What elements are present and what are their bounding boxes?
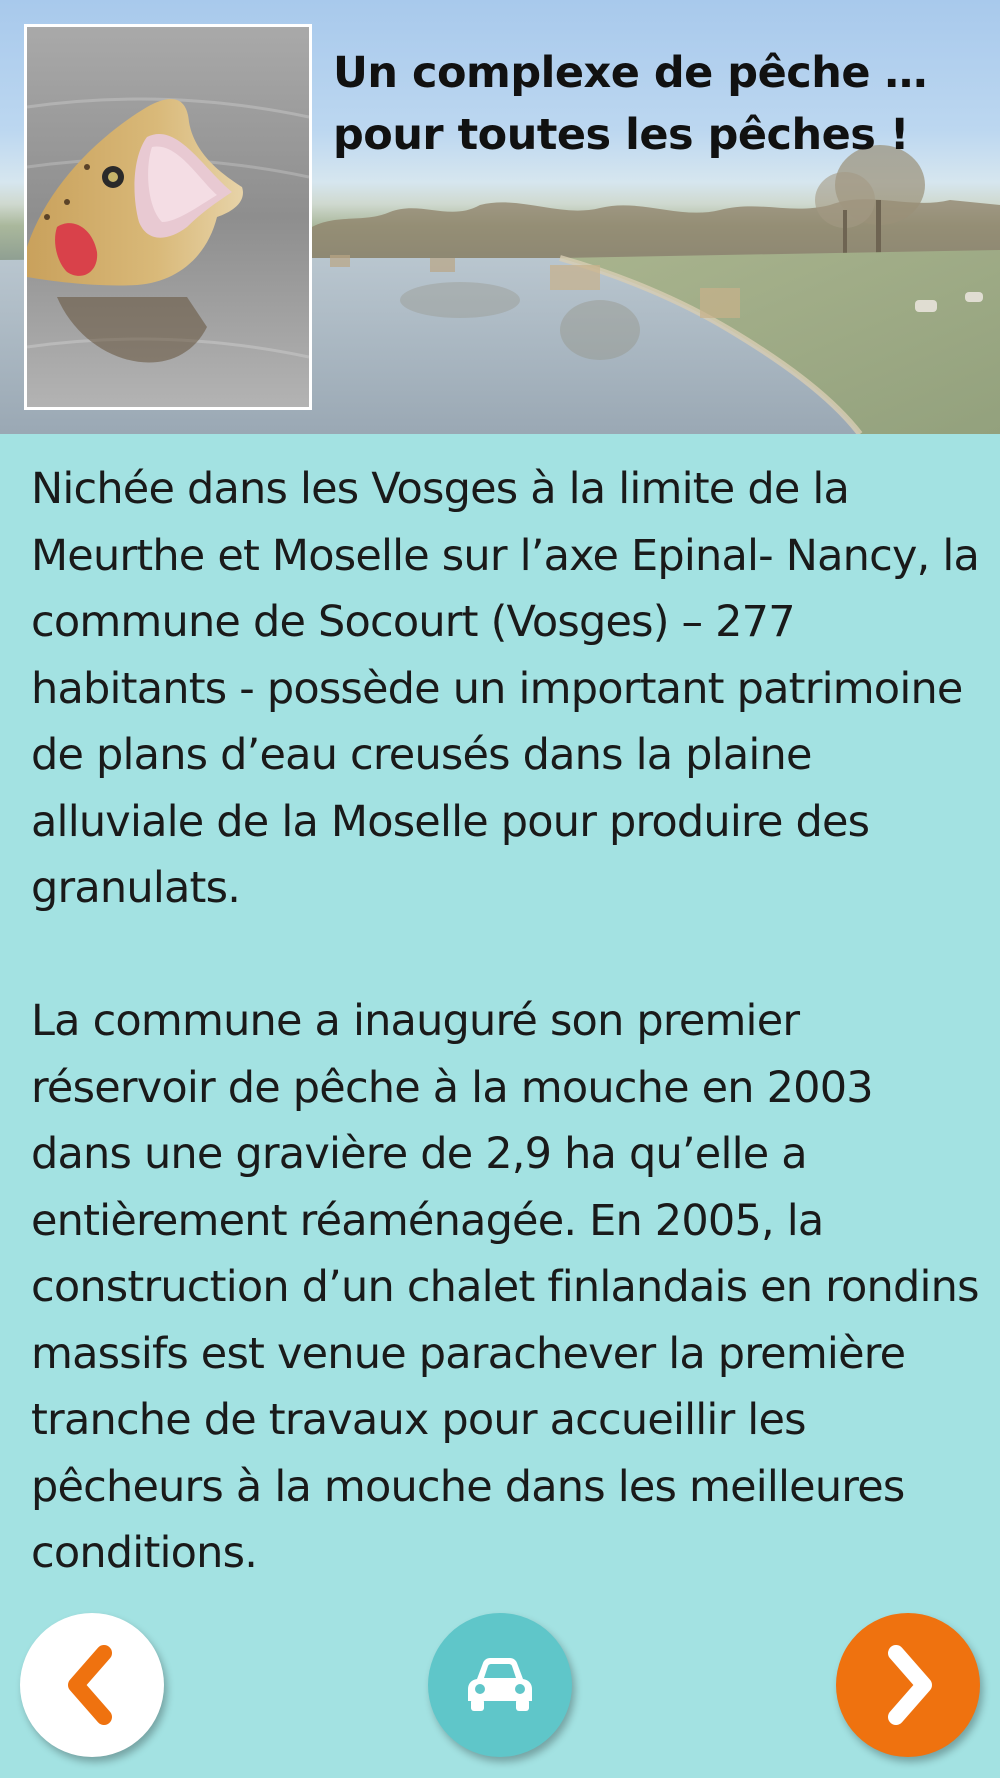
- next-button[interactable]: [836, 1613, 980, 1757]
- description-text: [31, 456, 981, 1587]
- chevron-left-icon: [62, 1645, 122, 1725]
- paragraph-history: La commune a inauguré son premier réservoir de pêche à la mouche en 2003 dans une gravière de 2,9 ha qu’elle a entièrement réaménagée. En 2005, la construction d’un chalet finlandais en rondins massifs est venue parachever la première tranche de travaux pour accueillir les pêcheurs à la mouche dans les meilleures conditions.: [31, 996, 979, 1578]
- page-title: Un complexe de pêche … pour toutes les pêches !: [333, 48, 927, 160]
- chevron-right-icon: [878, 1645, 938, 1725]
- trout-icon: [27, 27, 309, 407]
- previous-button[interactable]: [20, 1613, 164, 1757]
- paragraph-intro: Nichée dans les Vosges à la limite de la Meurthe et Moselle sur l’axe Epinal- Nancy, la commune de Socourt (Vosges) – 277 habitants - possède un important patrimoine de plans d’eau creusés dans la plaine alluviale de la Moselle pour produire des granulats.: [31, 464, 980, 913]
- car-icon: [465, 1655, 535, 1715]
- header-banner: [0, 0, 1000, 434]
- trout-photo: [24, 24, 312, 410]
- directions-car-button[interactable]: [428, 1613, 572, 1757]
